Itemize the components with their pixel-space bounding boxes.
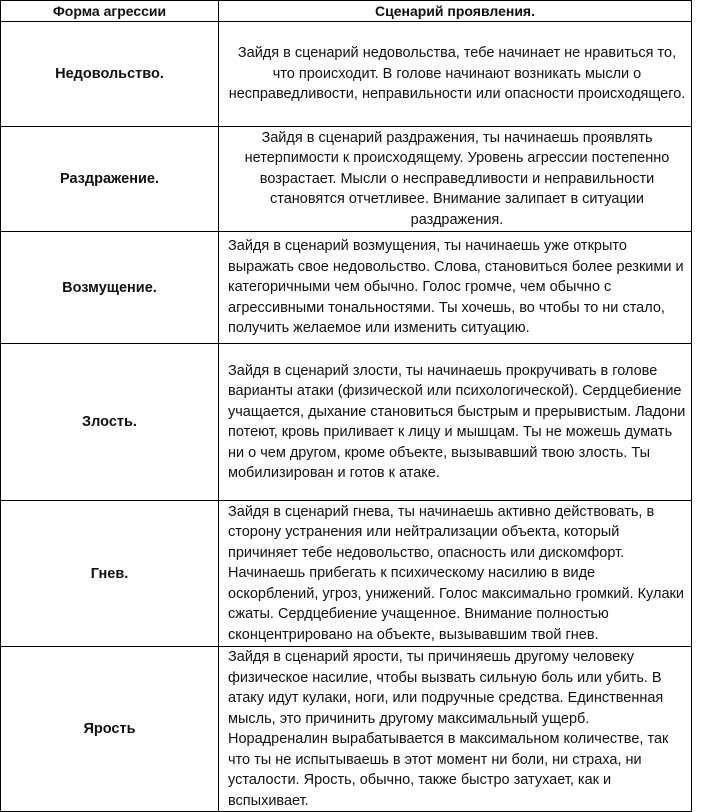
table-row bbox=[1, 232, 692, 344]
row-scenario: Зайдя в сценарий гнева, ты начинаешь активно действовать, в сторону устранения или нейтрализации объекта, который причиняет тебе недовольство, опасность или дискомфорт. Начинаешь прибегать к психическому насилию в виде оскорблений, угроз, унижений. Голос максимально громкий. Кулаки сжаты. Сердцебиение учащенное. Внимание полностью сконцентрировано на объекте, вызывавшим твой гнев. bbox=[219, 501, 692, 647]
row-form: Гнев. bbox=[1, 501, 219, 647]
row-form: Недовольство. bbox=[1, 22, 219, 127]
row-form: Ярость bbox=[1, 647, 219, 812]
row-scenario: Зайдя в сценарий ярости, ты причиняешь другому человеку физическое насилие, чтобы вызвать сильную боль или убить. В атаку идут кулаки, ноги, или подручные средства. Единственная мысль, это причинить другому максимальный ущерб. Норадреналин вырабатывается в максимальном количестве, так что ты не испытываешь в этот момент ни боли, ни страха, ни усталости. Ярость, обычно, также быстро затухает, как и вспыхивает. bbox=[219, 647, 692, 812]
table-row bbox=[1, 22, 692, 127]
row-scenario: Зайдя в сценарий недовольства, тебе начинает не нравиться то, что происходит. В голове начинают возникать мысли о несправедливости, неправильности или опасности происходящего. bbox=[219, 22, 692, 127]
row-form: Возмущение. bbox=[1, 232, 219, 344]
header-row bbox=[1, 1, 692, 22]
row-form: Раздражение. bbox=[1, 127, 219, 232]
row-form: Злость. bbox=[1, 344, 219, 501]
row-scenario: Зайдя в сценарий возмущения, ты начинаешь уже открыто выражать свое недовольство. Слова, становиться более резкими и категоричными чем обычно. Голос громче, чем обычно с агрессивными тональностями. Ты хочешь, во чтобы то ни стало, получить желаемое или изменить ситуацию. bbox=[219, 232, 692, 344]
table-row bbox=[1, 127, 692, 232]
row-scenario: Зайдя в сценарий раздражения, ты начинаешь проявлять нетерпимости к происходящему. Уровень агрессии постепенно возрастает. Мысли о несправедливости и неправильности становятся отчетливее. Внимание залипает в ситуации раздражения. bbox=[219, 127, 692, 232]
table-row bbox=[1, 501, 692, 647]
table-row bbox=[1, 344, 692, 501]
table-row bbox=[1, 647, 692, 812]
header-form: Форма агрессии bbox=[1, 1, 219, 22]
header-scenario: Сценарий проявления. bbox=[219, 1, 692, 22]
row-scenario: Зайдя в сценарий злости, ты начинаешь прокручивать в голове варианты атаки (физической или психологической). Сердцебиение учащается, дыхание становиться быстрым и прерывистым. Ладони потеют, кровь приливает к лицу и мышцам. Ты не можешь думать ни о чем другом, кроме объекте, вызывавший твою злость. Ты мобилизирован и готов к атаке. bbox=[219, 344, 692, 501]
